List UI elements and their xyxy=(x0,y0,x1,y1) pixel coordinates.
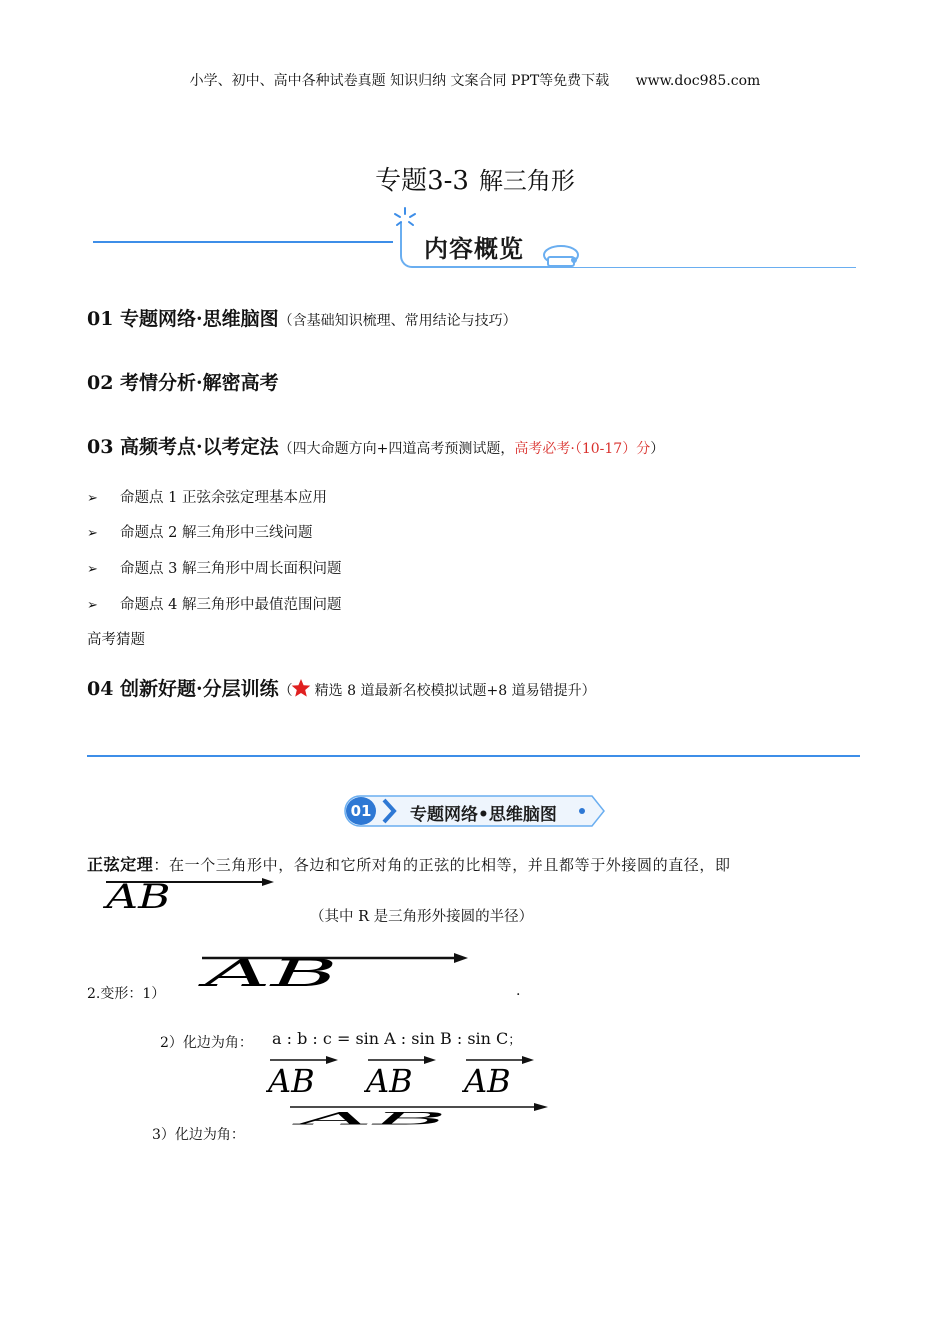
vector-ab-c xyxy=(462,1056,538,1098)
title-main: 专题3-3 xyxy=(375,166,469,196)
pill-number: 01 xyxy=(346,797,376,825)
list-item[interactable]: ➢ 命题点 1 正弦余弦定理基本应用 xyxy=(87,490,327,506)
vector-ab-b xyxy=(364,1056,440,1098)
guess-label[interactable]: 高考猜题 xyxy=(87,632,145,648)
section-01-note: （含基础知识梳理、常用结论与技巧） xyxy=(278,313,517,329)
title-sub: 解三角形 xyxy=(478,167,575,195)
theorem-note: （其中 R 是三角形外接圆的半径） xyxy=(310,909,534,925)
section-03[interactable] xyxy=(87,432,664,459)
header-url[interactable]: www.doc985.com xyxy=(635,73,761,89)
theorem-paragraph xyxy=(87,852,862,875)
section-04[interactable] xyxy=(87,674,596,701)
arrow-bullet-icon: ➢ xyxy=(87,562,98,577)
page-title xyxy=(0,160,950,197)
theorem-text: ：在一个三角形中，各边和它所对角的正弦的比相等，并且都等于外接圆的直径，即 xyxy=(153,856,731,874)
section-04-head: 04 创新好题·分层训练 xyxy=(87,678,279,700)
section-02[interactable] xyxy=(87,368,279,395)
page-header xyxy=(0,70,950,90)
star-icon xyxy=(291,678,311,698)
section-03-note: （四大命题方向+四道高考预测试题，高考必考·（10-17）分） xyxy=(278,441,665,457)
header-text: 小学、初中、高中各种试卷真题 知识归纳 文案合同 PPT等免费下载 xyxy=(189,73,610,89)
transform-item-3: 3）化边为角： xyxy=(152,1127,245,1143)
transform-label: 2.变形：1） xyxy=(87,986,166,1002)
vector-ab-a xyxy=(266,1056,342,1098)
list-item[interactable]: ➢ 命题点 4 解三角形中最值范围问题 xyxy=(87,597,342,613)
transform-dot: . xyxy=(516,983,521,999)
pill-label: 专题网络•思维脑图 xyxy=(410,805,557,825)
chef-hat-icon xyxy=(540,243,582,271)
svg-text:AB: AB xyxy=(106,878,171,917)
svg-text:AB: AB xyxy=(299,1109,448,1129)
svg-text:AB: AB xyxy=(464,1062,511,1098)
list-item[interactable]: ➢ 命题点 3 解三角形中周长面积问题 xyxy=(87,561,342,577)
banner-label: 内容概览 xyxy=(424,235,524,263)
section-03-head: 03 高频考点·以考定法 xyxy=(87,436,279,458)
svg-text:AB: AB xyxy=(366,1062,413,1098)
vector-formula-2 xyxy=(198,952,470,994)
banner-rule-left xyxy=(93,241,393,243)
list-item[interactable]: ➢ 命题点 2 解三角形中三线问题 xyxy=(87,525,313,541)
section-divider xyxy=(87,755,860,757)
section-02-head: 02 考情分析·解密高考 xyxy=(87,372,279,394)
transform-item-2: 2）化边为角： xyxy=(160,1035,253,1051)
arrow-bullet-icon: ➢ xyxy=(87,491,98,506)
banner-rule-right xyxy=(560,267,856,268)
svg-text:AB: AB xyxy=(268,1062,315,1098)
section-01[interactable] xyxy=(87,304,517,331)
section-04-note: （ 精选 8 道最新名校模拟试题+8 道易错提升） xyxy=(279,683,596,699)
sparkle-icon xyxy=(392,206,418,232)
section-01-head: 01 专题网络·思维脑图 xyxy=(87,308,279,330)
vector-formula-1 xyxy=(100,876,280,920)
ratio-formula: a : b : c = sin A : sin B : sin C； xyxy=(272,1029,522,1048)
vector-formula-3 xyxy=(286,1103,550,1129)
svg-text:AB: AB xyxy=(205,952,338,994)
theorem-label: 正弦定理 xyxy=(87,855,154,874)
section-03-note-red: 高考必考·（10-17）分 xyxy=(514,441,651,457)
arrow-bullet-icon: ➢ xyxy=(87,526,98,541)
arrow-bullet-icon: ➢ xyxy=(87,598,98,613)
